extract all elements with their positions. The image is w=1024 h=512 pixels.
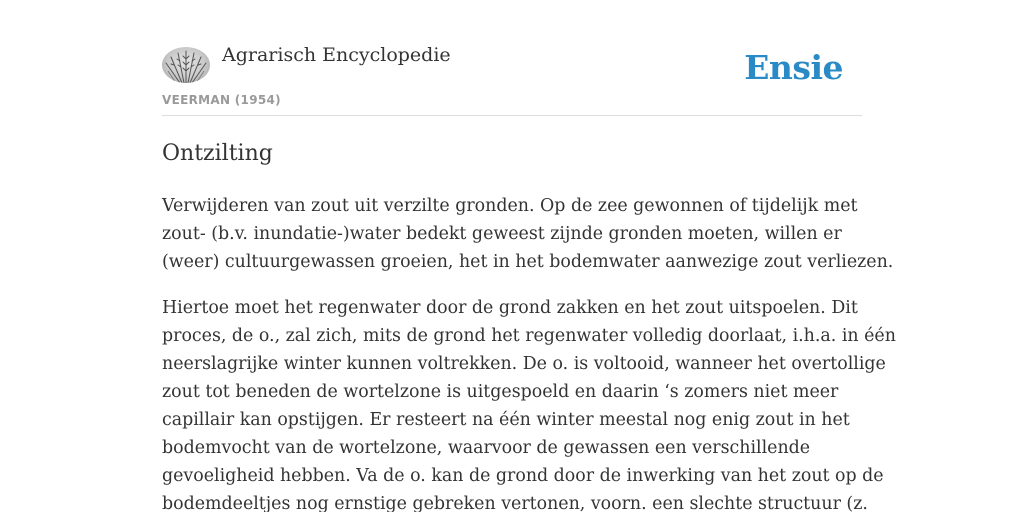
paragraph-line: capillair kan opstijgen. Er resteert na één winter meestal nog enig zout in het: [162, 410, 850, 430]
paragraph-line: gevoeligheid hebben. Va de o. kan de grond door de inwerking van het zout op de: [162, 466, 884, 486]
source-meta: VEERMAN (1954): [162, 93, 281, 107]
article: [162, 138, 896, 512]
header: [162, 0, 862, 116]
article-paragraph: [162, 192, 894, 276]
paragraph-line: bodemdeeltjes nog ernstige gebreken vertonen, voorn. een slechte structuur (z.: [162, 494, 868, 512]
source-title[interactable]: Agrarisch Encyclopedie: [222, 44, 451, 66]
paragraph-line: zout- (b.v. inundatie-)water bedekt geweest zijnde gronden moeten, willen er: [162, 224, 842, 244]
paragraph-line: (weer) cultuurgewassen groeien, het in het bodemwater aanwezige zout verliezen.: [162, 252, 894, 272]
article-paragraph: [162, 294, 896, 512]
paragraph-line: zout tot beneden de wortelzone is uitgespoeld en daarin ‘s zomers niet meer: [162, 382, 839, 402]
paragraph-line: proces, de o., zal zich, mits de grond het regenwater volledig doorlaat, i.h.a. in één: [162, 326, 896, 346]
paragraph-line: bodemvocht van de wortelzone, waarvoor de gewassen een verschillende: [162, 438, 811, 458]
wheat-sheaf-icon: [162, 47, 210, 83]
paragraph-line: neerslagrijke winter kunnen voltrekken. De o. is voltooid, wanneer het overtollige: [162, 354, 886, 374]
paragraph-line: Verwijderen van zout uit verzilte gronden. Op de zee gewonnen of tijdelijk met: [162, 196, 858, 216]
brand-logo[interactable]: Ensie: [744, 48, 843, 87]
page-title: Ontzilting: [162, 141, 273, 166]
paragraph-line: Hiertoe moet het regenwater door de grond zakken en het zout uitspoelen. Dit: [162, 298, 858, 318]
